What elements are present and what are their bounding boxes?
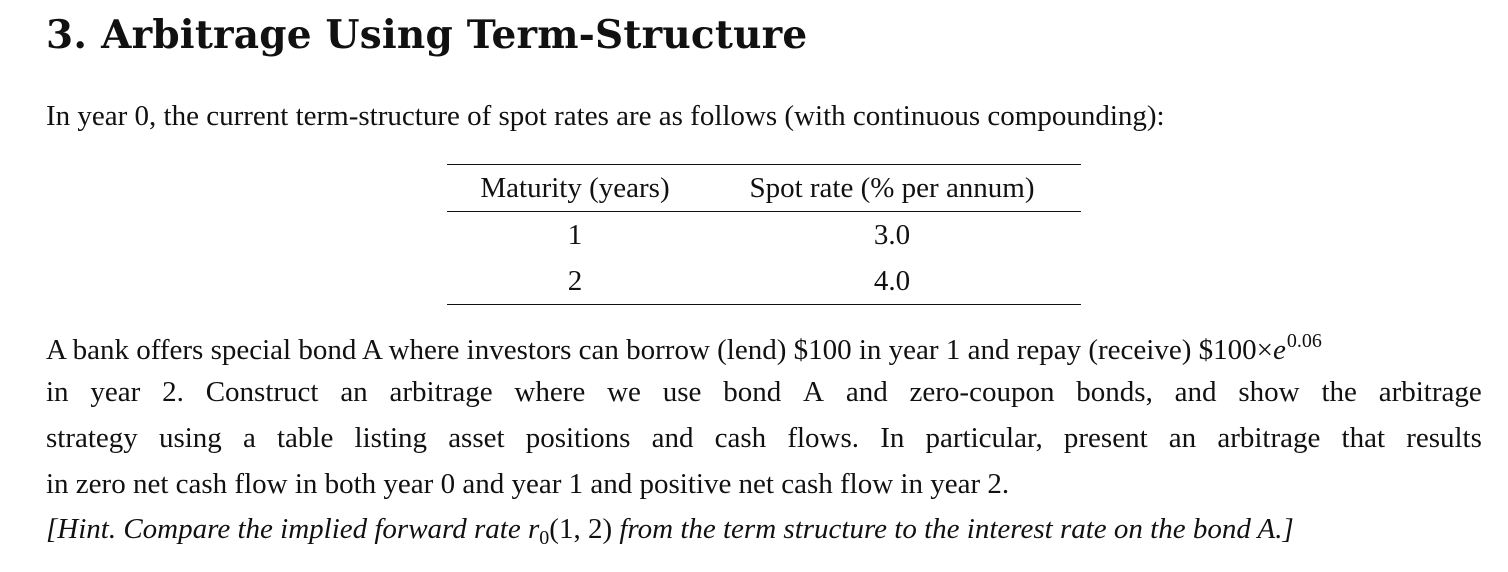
word: listing [354, 422, 428, 454]
word: flows. [787, 422, 860, 454]
rate-symbol: r [527, 513, 540, 545]
rate-subscript: 0 [539, 527, 550, 549]
table-row [447, 212, 1081, 259]
word: that [1341, 422, 1386, 454]
section-number: 3. [46, 12, 88, 58]
table-row [447, 258, 1081, 305]
word: arbitrage [1217, 422, 1321, 454]
exp-exponent: 0.06 [1286, 330, 1322, 352]
word: 2. [162, 376, 184, 408]
word: Construct [205, 376, 319, 408]
word: zero-coupon [909, 376, 1055, 408]
word: table [277, 422, 334, 454]
intro-paragraph: In year 0, the current term-structure of spot rates are as follows (with continuous compounding): [46, 100, 1165, 132]
header-spot-rate: Spot rate (% per annum) [703, 165, 1081, 212]
word: a [242, 422, 256, 454]
cell-maturity: 1 [567, 218, 583, 251]
word: an [1168, 422, 1197, 454]
word: present [1063, 422, 1148, 454]
times-symbol: × [1256, 334, 1273, 366]
word: and [845, 376, 888, 408]
exp-base: e [1272, 334, 1286, 366]
word: In [880, 422, 905, 454]
paragraph-line-3 [46, 422, 1482, 455]
rate-args: (1, 2) [549, 513, 613, 545]
word: where [514, 376, 586, 408]
word: arbitrage [1378, 376, 1482, 408]
section-title: Arbitrage Using Term-Structure [101, 12, 808, 58]
section-heading [46, 12, 807, 58]
word: asset [448, 422, 505, 454]
paragraph-line-4: in zero net cash flow in both year 0 and year 1 and positive net cash flow in year 2. [46, 468, 1010, 500]
word: cash [714, 422, 767, 454]
paragraph-line-1 [46, 330, 1482, 367]
word: in [46, 376, 69, 408]
hint-line [46, 513, 1482, 550]
word: the [1321, 376, 1357, 408]
word: arbitrage [389, 376, 493, 408]
word: using [158, 422, 222, 454]
word: use [662, 376, 702, 408]
word: and [1174, 376, 1217, 408]
header-maturity: Maturity (years) [447, 165, 703, 212]
word: an [340, 376, 368, 408]
word: and [651, 422, 694, 454]
word: bond [723, 376, 782, 408]
word: A [803, 376, 824, 408]
word: positions [525, 422, 631, 454]
word: year [90, 376, 141, 408]
cell-maturity: 2 [447, 258, 703, 305]
table-header-row [447, 165, 1081, 212]
word: bonds, [1076, 376, 1153, 408]
word: we [607, 376, 641, 408]
spot-rate-table [447, 164, 1081, 305]
hint-after: from the term structure to the interest rate on the bond A.] [612, 513, 1294, 545]
word: results [1406, 422, 1482, 454]
word: particular, [925, 422, 1043, 454]
paragraph-line-2 [46, 376, 1482, 409]
word: show [1238, 376, 1300, 408]
word: strategy [46, 422, 138, 454]
paragraph-line-1-text: A bank offers special bond A where investors can borrow (lend) $100 in year 1 and repay (receive) $100 [46, 334, 1257, 366]
cell-spot-rate: 3.0 [873, 218, 911, 251]
hint-before: [Hint. Compare the implied forward rate [46, 513, 528, 545]
cell-spot-rate: 4.0 [703, 258, 1081, 305]
